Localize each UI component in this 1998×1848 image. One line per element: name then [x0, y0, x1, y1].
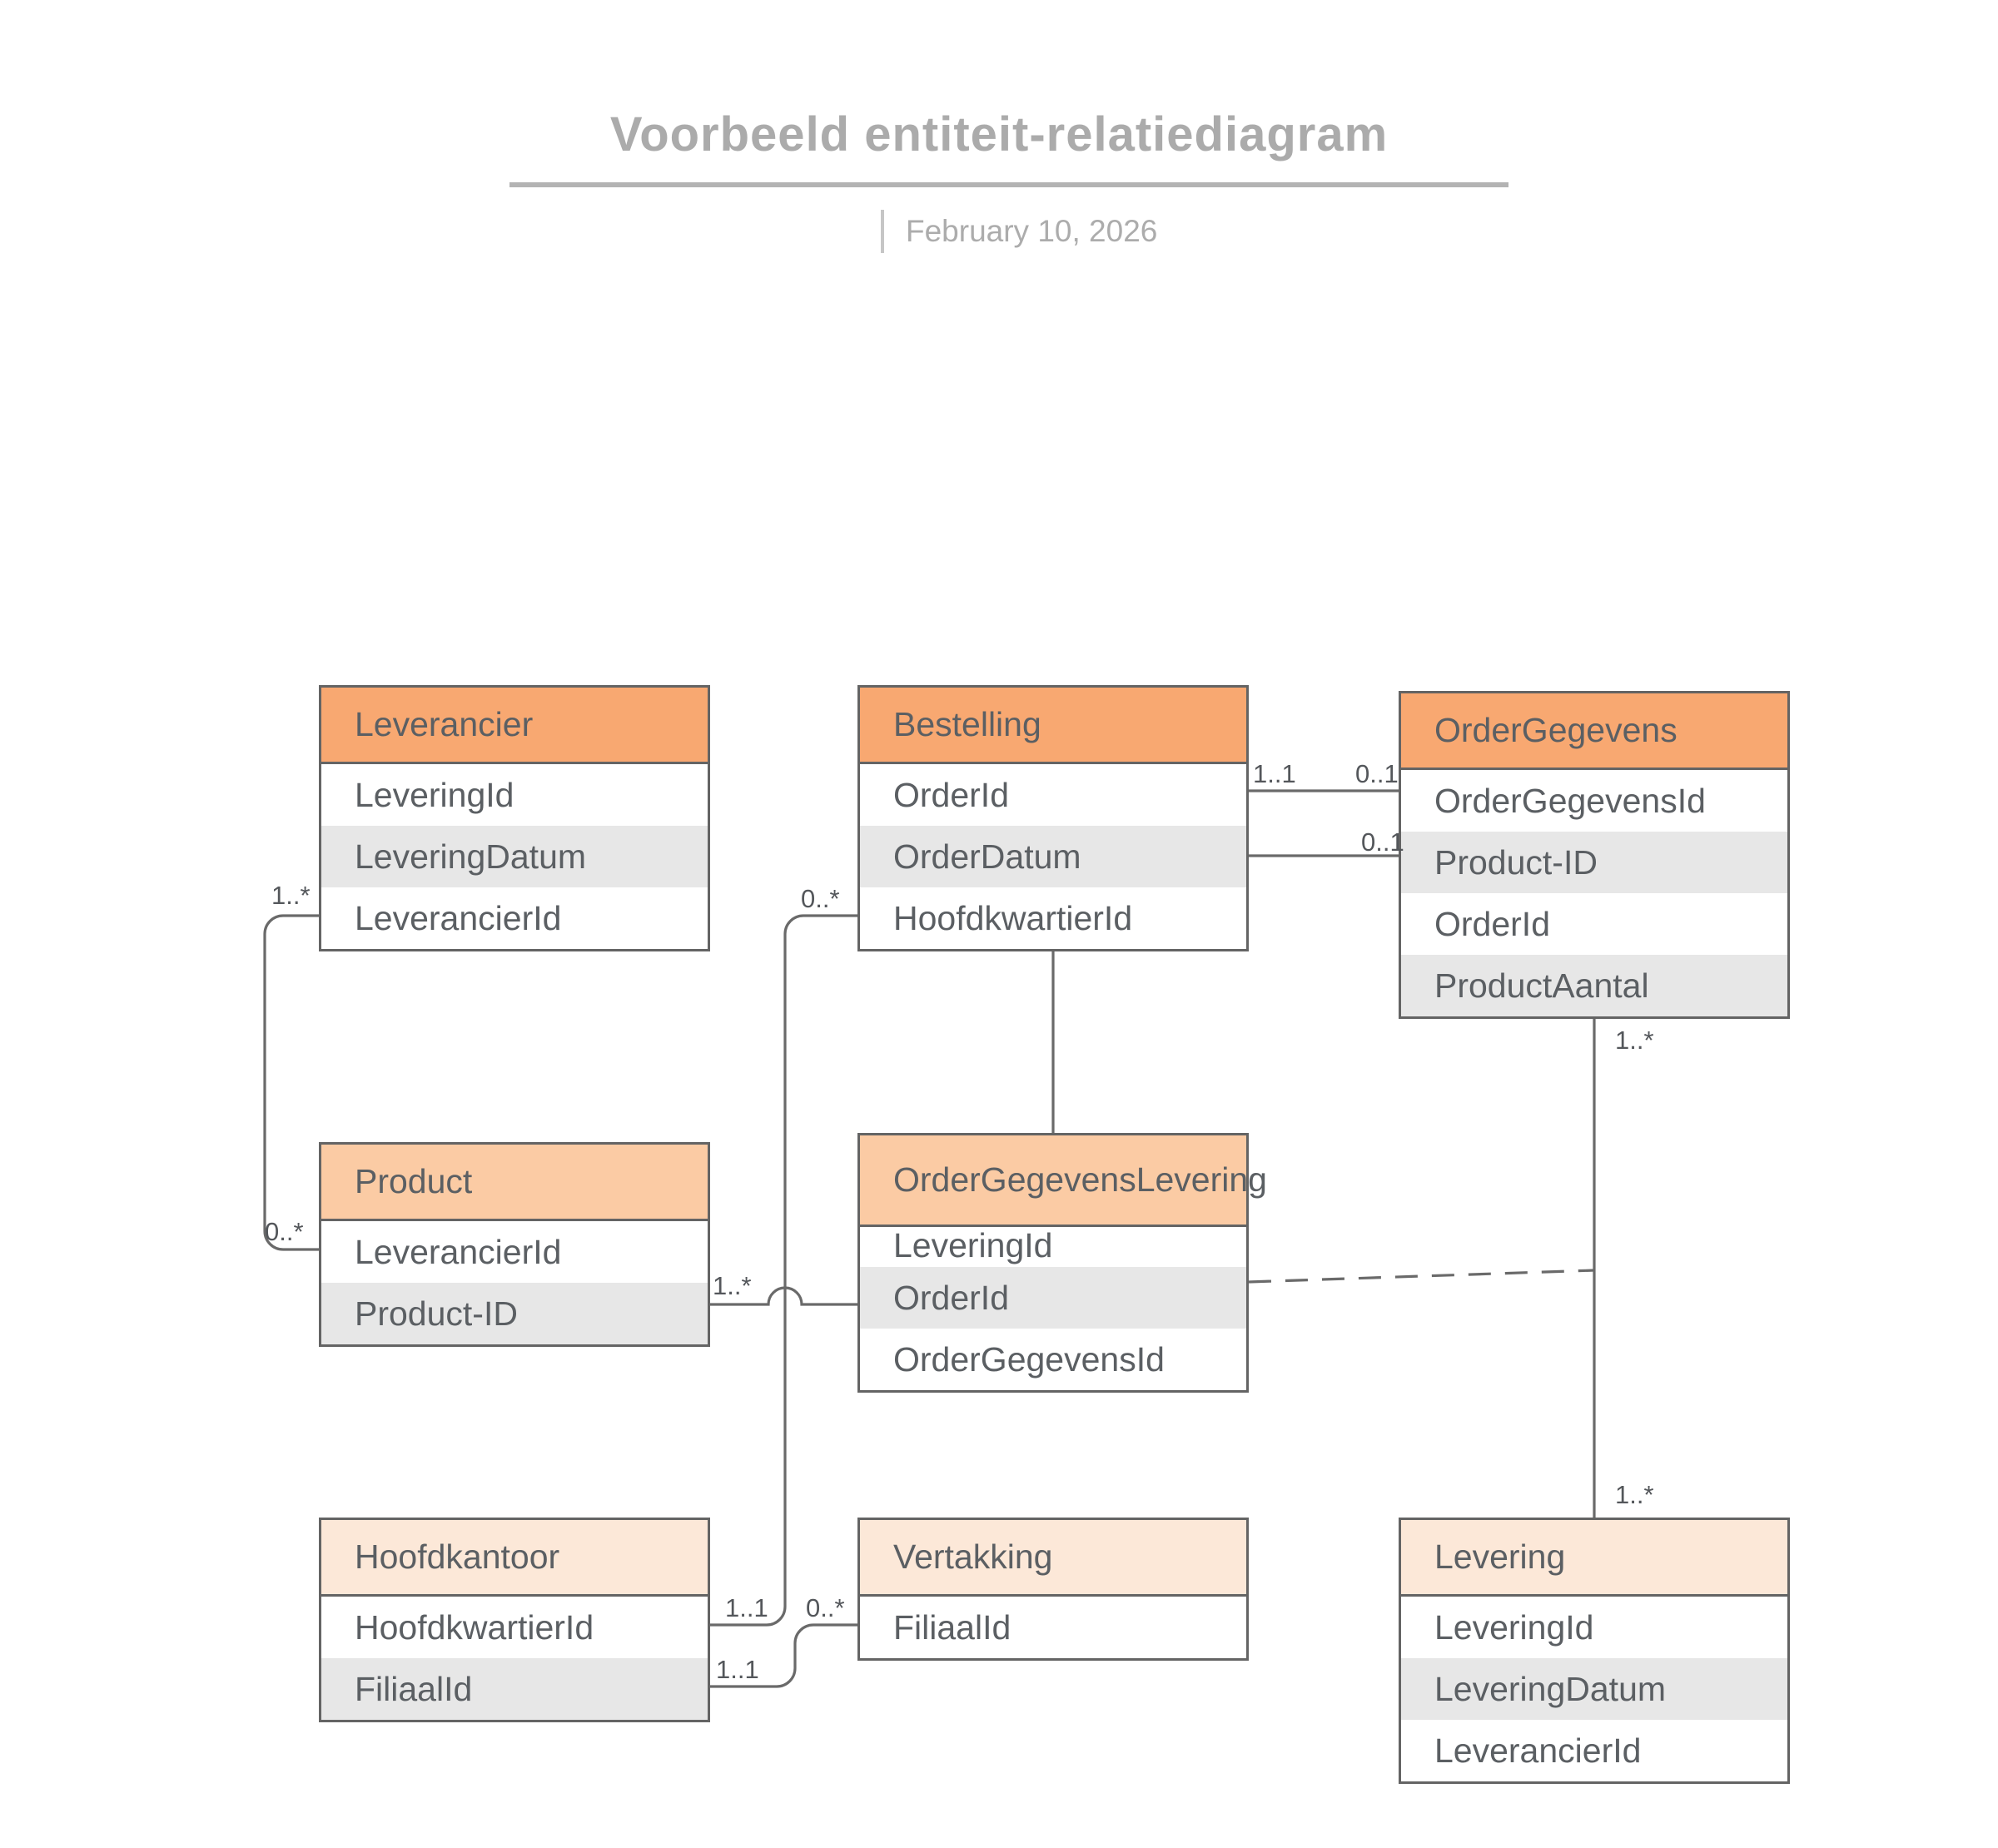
title-underline	[509, 182, 1508, 187]
date-row	[881, 210, 1157, 253]
cardinality-label: 0..1	[1355, 759, 1399, 788]
relationship-leverancier-product	[265, 916, 319, 1249]
attribute-row	[321, 1658, 708, 1720]
attribute-label: LeverancierId	[355, 898, 562, 937]
relationship-bestelling-hoofdkantoor	[710, 916, 857, 1625]
attribute-label: HoofdkwartierId	[355, 1607, 594, 1647]
entity-header	[1401, 693, 1787, 770]
entity-name: Levering	[1434, 1538, 1566, 1576]
attribute-label: LeveringDatum	[355, 837, 587, 876]
attribute-label: OrderId	[1434, 904, 1550, 943]
attribute-label: Product-ID	[355, 1294, 518, 1333]
attribute-row	[1401, 1720, 1787, 1781]
attribute-label: LeveringId	[355, 775, 514, 814]
entity-name: OrderGegevensLevering	[893, 1160, 1267, 1199]
cardinality-label: 0..*	[801, 884, 840, 913]
attribute-label: ProductAantal	[1434, 966, 1649, 1005]
entity-header	[1401, 1520, 1787, 1597]
attribute-row	[860, 764, 1246, 826]
entity-header	[321, 1145, 708, 1221]
attribute-label: OrderGegevensId	[893, 1339, 1165, 1379]
attribute-row	[321, 764, 708, 826]
attribute-label: FiliaalId	[355, 1669, 473, 1708]
entity-name: Bestelling	[893, 705, 1041, 743]
attribute-label: OrderId	[893, 775, 1009, 814]
cardinality-label: 1..1	[725, 1593, 768, 1622]
attribute-label: FiliaalId	[893, 1607, 1011, 1647]
attribute-label: LeverancierId	[355, 1232, 562, 1271]
cardinality-label: 0..*	[265, 1217, 304, 1246]
entity-name: OrderGegevens	[1434, 711, 1677, 749]
attribute-label: Product-ID	[1434, 842, 1598, 882]
attribute-row	[860, 1329, 1246, 1390]
entity-leverancier[interactable]	[319, 685, 710, 951]
entity-bestelling[interactable]	[857, 685, 1249, 951]
diagram-date: February 10, 2026	[906, 214, 1158, 248]
entity-name: Leverancier	[355, 705, 534, 743]
attribute-row	[321, 887, 708, 949]
entity-vertakking[interactable]	[857, 1518, 1249, 1661]
attribute-row	[321, 826, 708, 887]
entity-name: Hoofdkantoor	[355, 1538, 560, 1576]
entity-levering[interactable]	[1399, 1518, 1790, 1784]
attribute-label: OrderDatum	[893, 837, 1081, 876]
entity-ordergegevenslevering[interactable]	[857, 1133, 1267, 1393]
cardinality-label: 1..*	[271, 881, 311, 910]
attribute-row	[860, 826, 1246, 887]
entity-product[interactable]	[319, 1142, 710, 1347]
cardinality-label: 0..1	[1361, 827, 1404, 857]
entity-header	[860, 1135, 1267, 1227]
page-title: Voorbeeld entiteit-relatiediagram	[609, 107, 1389, 161]
date-separator	[881, 210, 884, 253]
entity-header	[860, 1520, 1246, 1597]
attribute-label: HoofdkwartierId	[893, 898, 1133, 937]
attribute-label: LeverancierId	[1434, 1731, 1642, 1770]
attribute-label: LeveringId	[1434, 1607, 1594, 1647]
cardinality-label: 0..*	[806, 1593, 845, 1622]
entity-name: Product	[355, 1162, 473, 1200]
attribute-label: LeveringDatum	[1434, 1669, 1667, 1708]
attribute-row	[1401, 832, 1787, 893]
attribute-label: OrderGegevensId	[1434, 781, 1706, 820]
cardinality-label: 1..*	[1615, 1026, 1654, 1055]
attribute-row	[1401, 770, 1787, 832]
attribute-row	[860, 1597, 1246, 1658]
attribute-row	[860, 1227, 1246, 1267]
entity-header	[860, 688, 1246, 764]
entity-name: Vertakking	[893, 1538, 1053, 1576]
attribute-row	[1401, 955, 1787, 1016]
entity-hoofdkantoor[interactable]	[319, 1518, 710, 1722]
attribute-label: LeveringId	[893, 1227, 1053, 1264]
entity-ordergegevens[interactable]	[1399, 691, 1790, 1019]
entity-header	[321, 1520, 708, 1597]
attribute-row	[1401, 1658, 1787, 1720]
cardinality-label: 1..*	[1615, 1480, 1654, 1509]
attribute-label: OrderId	[893, 1278, 1009, 1317]
relationship-ordergegevenslevering-dashed	[1249, 1270, 1594, 1282]
attribute-row	[1401, 893, 1787, 955]
cardinality-label: 1..1	[1253, 759, 1296, 788]
attribute-row	[860, 1267, 1246, 1329]
attribute-row	[860, 887, 1246, 949]
entity-header	[321, 688, 708, 764]
cardinality-label: 1..*	[713, 1271, 752, 1300]
cardinality-label: 1..1	[716, 1655, 759, 1684]
attribute-row	[321, 1221, 708, 1283]
attribute-row	[321, 1283, 708, 1344]
attribute-row	[1401, 1597, 1787, 1658]
attribute-row	[321, 1597, 708, 1658]
